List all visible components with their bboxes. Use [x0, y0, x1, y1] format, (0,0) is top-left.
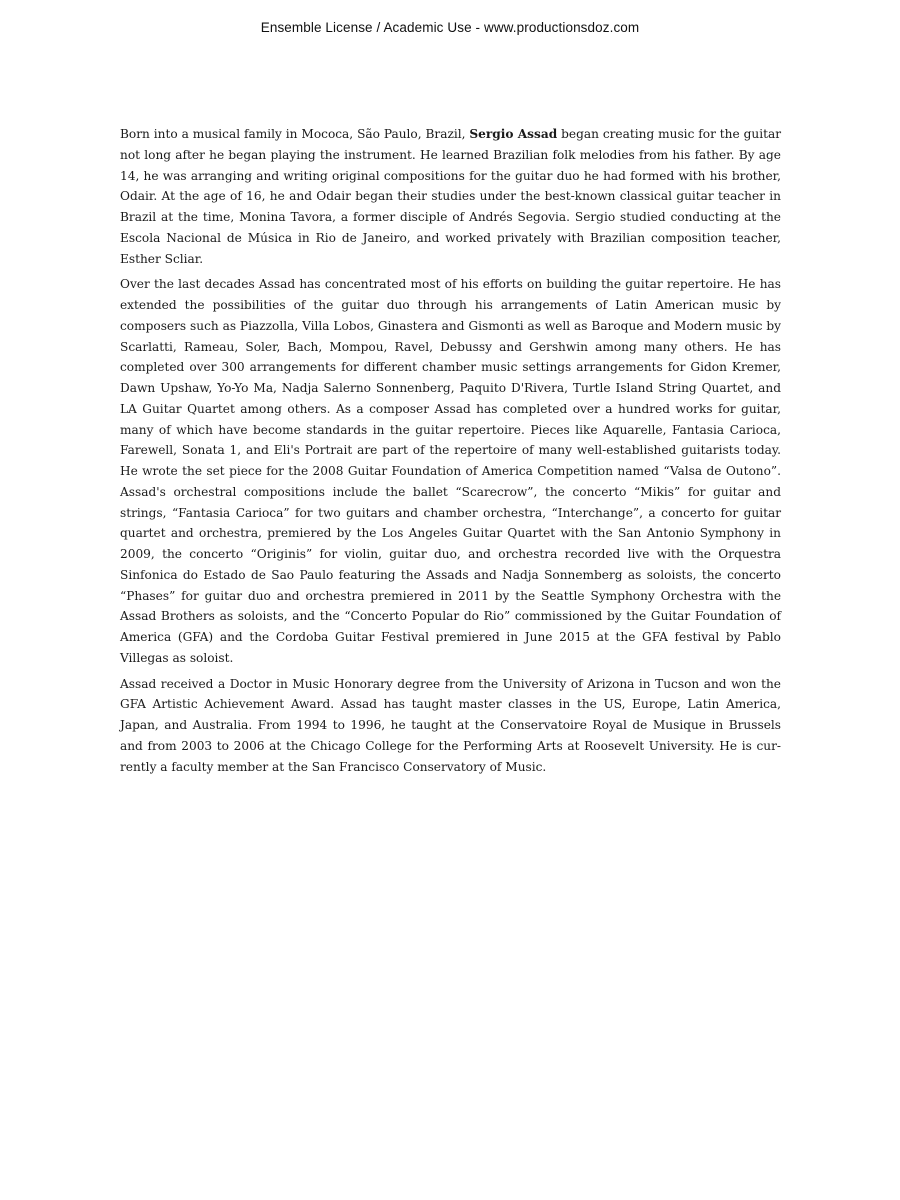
bio-paragraph-2: Over the last decades Assad has concentrated most of his efforts on building the guitar repertoire. He has extended the possibilities of the guitar duo through his arrangements of Latin American music by composers such as Piazzolla, Villa Lobos, Ginastera and Gismonti as well as Baroque and Modern music by Scarlatti, Rameau, Soler, Bach, Mompou, Ravel, Debussy and Gershwin among many others. He has completed over 300 arrangements for different chamber music settings arrangements for Gidon Kremer, Dawn Upshaw, Yo-Yo Ma, Nadja Salerno Sonnenberg, Paquito D'Rivera, Turtle Island String Quartet, and LA Guitar Quartet among others. As a composer Assad has completed over a hundred works for guitar, many of which have become standards in the guitar repertoire. Pieces like Aquarelle, Fantasia Carioca, Farewell, Sonata 1, and Eli's Portrait are part of the repertoire of many well-established guitarists today. He wrote the set piece for the 2008 Guitar Foundation of America Competition named “Valsa de Outono”. Assad's orchestral compositions include the ballet “Scarecrow”, the concerto “Mikis” for guitar and strings, “Fantasia Carioca” for two guitars and chamber orchestra, “Interchange”, a concerto for guitar quartet and orchestra, premiered by the Los Angeles Guitar Quartet with the San Antonio Symphony in 2009, the concerto “Originis” for violin, guitar duo, and orchestra recorded live with the Orquestra Sinfonica do Estado de Sao Paulo featuring the Assads and Nadja Sonnemberg as soloists, the concerto “Phases” for guitar duo and orchestra premiered in 2011 by the Seattle Symphony Orchestra with the Assad Brothers as soloists, and the “Concerto Popular do Rio” commissioned by the Guitar Foundation of America (GFA) and the Cordoba Guitar Festival premiered in June 2015 at the GFA festival by Pablo Villegas as soloist. — [120, 277, 781, 665]
bio-paragraph-1-body: began creating music for the guitar not long after he began playing the instrument. He learned Brazilian folk melodies from his father. By age 14, he was arranging and writing original compositions for the guitar duo he had formed with his brother, Odair. At the age of 16, he and Odair began their studies under the best-known classical guitar teacher in Brazil at the time, Monina Tavora, a former disciple of Andrés Segovia. Sergio studied conducting at the Escola Nacional de Música in Rio de Janeiro, and worked privately with Brazilian composition teacher, Esther Scliar. — [120, 127, 781, 266]
biography-text — [120, 124, 781, 782]
bio-paragraph-3: Assad received a Doctor in Music Honorary degree from the University of Arizona in Tucson and won the GFA Artistic Achievement Award. Assad has taught master classes in the US, Europe, Latin America, Japan, and Australia. From 1994 to 1996, he taught at the Conservatoire Royal de Musique in Brussels and from 2003 to 2006 at the Chicago College for the Performing Arts at Roosevelt University. He is currently a faculty member at the San Francisco Conservatory of Music. — [120, 676, 781, 774]
license-header: Ensemble License / Academic Use - www.productionsdoz.com — [260, 20, 640, 35]
bio-paragraph-1 — [120, 124, 781, 269]
subject-name: Sergio Assad — [469, 127, 558, 141]
bio-paragraph-1-intro: Born into a musical family in Mococa, São Paulo, Brazil, — [120, 127, 470, 141]
